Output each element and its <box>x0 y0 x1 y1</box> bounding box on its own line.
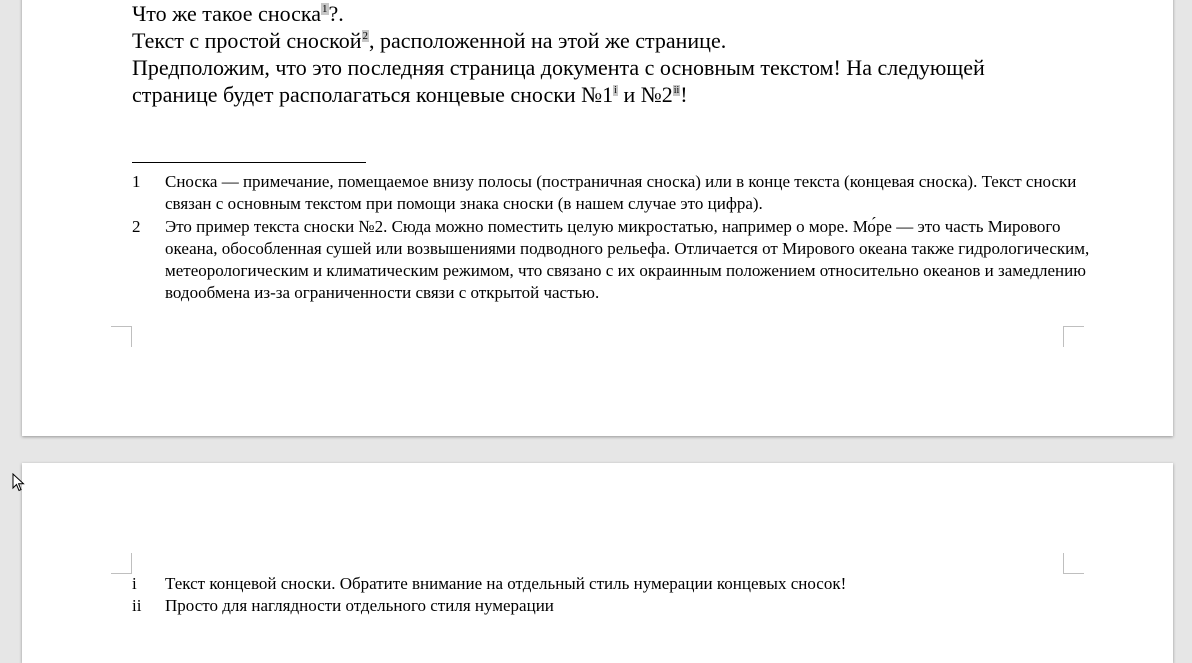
body-text-segment: ?. <box>328 1 344 26</box>
endnote-number: ii <box>132 596 142 616</box>
endnote-item[interactable] <box>132 595 1092 617</box>
endnote-number: i <box>132 574 137 593</box>
body-text-segment: странице будет располагаться концевые сноски №1 <box>132 82 614 107</box>
body-text-segment: и №2 <box>617 82 673 107</box>
margin-corner-marker <box>111 553 132 574</box>
mouse-pointer-icon <box>12 473 26 493</box>
footnote-anchor-1[interactable]: 1 <box>322 3 328 15</box>
endnote-text[interactable]: Текст концевой сноски. Обратите внимание на отдельный стиль нумерации концевых сносок! <box>165 574 847 593</box>
body-text-segment: ! <box>680 82 688 107</box>
body-line-3: Предположим, что это последняя страница документа с основным текстом! На следующей <box>132 55 985 80</box>
footnote-area[interactable] <box>132 171 1092 305</box>
endnote-area[interactable] <box>132 573 1092 618</box>
body-line-1 <box>132 0 1072 27</box>
footnote-anchor-2[interactable]: 2 <box>362 30 369 42</box>
margin-corner-marker <box>1063 553 1084 574</box>
endnote-text[interactable]: Просто для наглядности отдельного стиля нумерации <box>165 596 554 616</box>
footnote-number: 1 <box>132 172 141 191</box>
margin-corner-marker <box>111 326 132 347</box>
footnote-item[interactable] <box>132 216 1092 305</box>
body-text-segment: , расположенной на этой же странице. <box>369 28 727 53</box>
document-page-1[interactable] <box>22 0 1173 436</box>
body-text-segment: Что же такое сноска <box>132 1 322 26</box>
body-text-segment: Текст с простой сноской <box>132 28 362 53</box>
footnote-text[interactable]: Это пример текста сноски №2. Сюда можно поместить целую микростатью, например о море. Мо́ре — это часть Мирового океана, обособленная сушей или возвышениями подводного рельефа. Отличается от Мирового океана также гидрологическим, метеорологическим и климатическим режимом, что связано с их окраинным положением относительно океанов и замедлению водообмена из-за ограниченности связи с открытой частью. <box>165 216 1090 303</box>
endnote-anchor-i[interactable]: i <box>614 85 617 96</box>
endnote-anchor-ii[interactable]: ii <box>673 85 680 96</box>
body-line-4 <box>132 81 1072 108</box>
footnote-separator <box>132 162 366 163</box>
footnote-text[interactable]: Сноска — примечание, помещаемое внизу полосы (постраничная сноска) или в конце текста (концевая сноска). Текст сноски связан с основным текстом при помощи знака сноски (в нашем случае это цифра). <box>165 172 1077 214</box>
footnote-number: 2 <box>132 216 141 236</box>
footnote-item[interactable] <box>132 171 1092 216</box>
margin-corner-marker <box>1063 326 1084 347</box>
body-line-2 <box>132 27 1072 54</box>
endnote-item[interactable] <box>132 573 1092 595</box>
document-page-2[interactable] <box>22 463 1173 663</box>
body-text[interactable] <box>132 0 1072 108</box>
